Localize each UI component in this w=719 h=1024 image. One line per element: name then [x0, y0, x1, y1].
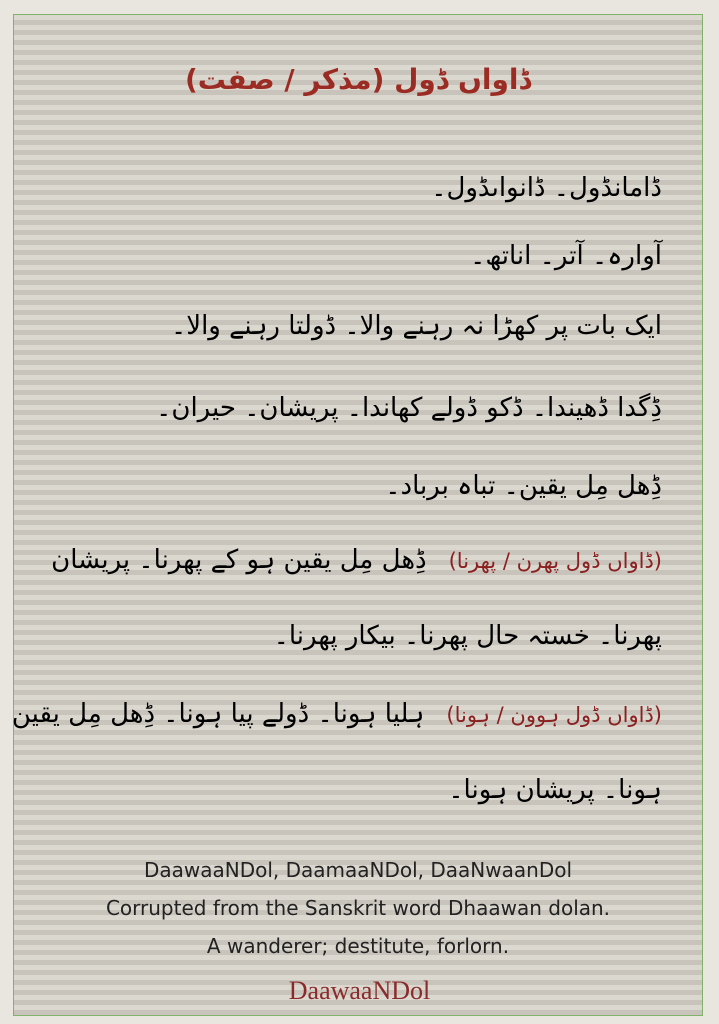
meaning-line-3: ایک بات پر کھڑا نہ رہنے والا۔ ڈولتا رہنے والا۔	[171, 311, 662, 341]
meaning-line-5: ڈِھل مِل یقین۔ تباہ برباد۔	[385, 471, 662, 501]
phrase-2-label: (ڈاواں ڈول ہوون / ہونا)	[446, 703, 662, 727]
entry-title: ڈاواں ڈول (مذکر / صفت)	[184, 63, 531, 96]
phrase-1-continuation: پھرنا۔ خستہ حال پھرنا۔ بیکار پھرنا۔	[273, 621, 662, 651]
meaning-line-2: آوارہ۔ آتر۔ اناتھ۔	[470, 241, 662, 271]
english-spellings: DaawaaNDol, DaamaaNDol, DaaNwaanDol	[143, 858, 573, 882]
entry-card	[13, 14, 703, 1016]
phrase-2-continuation: ہونا۔ پریشان ہونا۔	[448, 775, 662, 805]
english-meaning: A wanderer; destitute, forlorn.	[206, 934, 510, 958]
meaning-line-1: ڈامانڈول۔ ڈانواںڈول۔	[431, 173, 662, 203]
english-etymology: Corrupted from the Sanskrit word Dhaawan dolan.	[105, 896, 611, 920]
phrase-1-text: ڈِھل مِل یقین ہو کے پھرنا۔ پریشان	[51, 545, 427, 575]
phrase-2-line	[11, 699, 662, 729]
phrase-1-label: (ڈاواں ڈول پھرن / پھرنا)	[448, 549, 662, 573]
phrase-1-line	[44, 545, 662, 575]
meaning-line-4: ڈِگدا ڈھیندا۔ ڈکو ڈولے کھاندا۔ پریشان۔ حیران۔	[156, 393, 662, 423]
phrase-2-text: ہلیا ہونا۔ ڈولے پیا ہونا۔ ڈِھل مِل یقین	[11, 699, 425, 729]
signature: DaawaaNDol	[288, 976, 431, 1005]
